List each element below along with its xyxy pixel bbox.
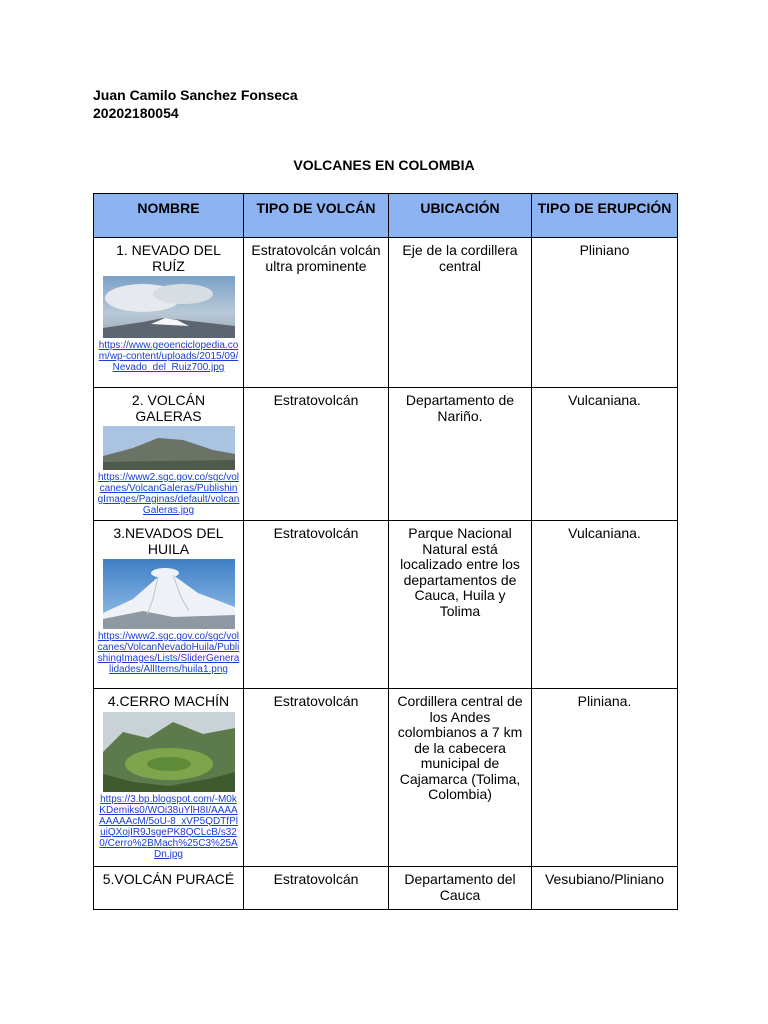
- table-row: [94, 238, 678, 388]
- volcano-name: 5.VOLCÁN PURACÉ: [102, 871, 235, 887]
- location-cell: Cordillera central de los Andes colombianos a 7 km de la cabecera municipal de Cajamarca (Tolima, Colombia): [389, 689, 532, 867]
- author-id: 20202180054: [93, 105, 179, 121]
- image-source-link[interactable]: https://www2.sgc.gov.co/sgc/volcanes/VolcanGaleras/PublishingImages/Paginas/default/volcanGaleras.jpg: [97, 472, 240, 516]
- name-cell: [94, 388, 244, 521]
- location-cell: Parque Nacional Natural está localizado entre los departamentos de Cauca, Huila y Tolima: [389, 521, 532, 689]
- location-cell: Departamento de Nariño.: [389, 388, 532, 521]
- volcano-table: [93, 193, 678, 910]
- eruption-cell: Pliniano: [532, 238, 678, 388]
- type-cell: Estratovolcán: [244, 867, 389, 910]
- table-row: [94, 388, 678, 521]
- column-header-name: NOMBRE: [94, 194, 244, 238]
- eruption-cell: Vulcaniana.: [532, 388, 678, 521]
- document-title: VOLCANES EN COLOMBIA: [293, 157, 475, 173]
- column-header-location: UBICACIÓN: [389, 194, 532, 238]
- image-source-link[interactable]: https://www.geoenciclopedia.com/wp-content/uploads/2015/09/Nevado_del_Ruiz700.jpg: [98, 340, 239, 373]
- column-header-type: TIPO DE VOLCÁN: [244, 194, 389, 238]
- column-header-eruption: TIPO DE ERUPCIÓN: [532, 194, 678, 238]
- type-cell: Estratovolcán: [244, 689, 389, 867]
- author-name: Juan Camilo Sanchez Fonseca: [93, 87, 298, 103]
- image-source-link[interactable]: https://3.bp.blogspot.com/-M0kKDemiks0/WOi38uYlH8I/AAAAAAAAAcM/5oU-8_xVP5QDTfPluiQXojIR9JsgePK8QCLcB/s320/Cerro%2BMach%25C3%25ADn.jpg: [99, 793, 238, 860]
- name-cell: [94, 521, 244, 689]
- volcano-name: 3.NEVADOS DEL HUILA: [113, 525, 224, 557]
- table-row: [94, 689, 678, 867]
- image-source-link[interactable]: https://www2.sgc.gov.co/sgc/volcanes/VolcanNevadoHuila/PublishingImages/Lists/SliderGeneralidades/AllItems/huila1.png: [97, 631, 240, 675]
- table-header-row: [94, 194, 678, 238]
- volcano-name: 1. NEVADO DEL RUÍZ: [116, 242, 221, 274]
- name-cell: [94, 238, 244, 388]
- type-cell: Estratovolcán: [244, 521, 389, 689]
- eruption-cell: Vesubiano/Pliniano: [532, 867, 678, 910]
- eruption-cell: Pliniana.: [532, 689, 678, 867]
- name-cell: [94, 689, 244, 867]
- eruption-cell: Vulcaniana.: [532, 521, 678, 689]
- location-cell: Eje de la cordillera central: [389, 238, 532, 388]
- table-row: [94, 867, 678, 910]
- volcano-name: 4.CERRO MACHÍN: [107, 693, 230, 709]
- volcano-photo: [103, 559, 235, 629]
- type-cell: Estratovolcán: [244, 388, 389, 521]
- author-block: [93, 86, 298, 122]
- name-cell: [94, 867, 244, 910]
- volcano-photo: [103, 426, 235, 470]
- location-cell: Departamento del Cauca: [389, 867, 532, 910]
- volcano-photo: [103, 712, 235, 792]
- table-row: [94, 521, 678, 689]
- volcano-name: 2. VOLCÁN GALERAS: [131, 392, 206, 424]
- volcano-photo: [103, 276, 235, 338]
- type-cell: Estratovolcán volcán ultra prominente: [244, 238, 389, 388]
